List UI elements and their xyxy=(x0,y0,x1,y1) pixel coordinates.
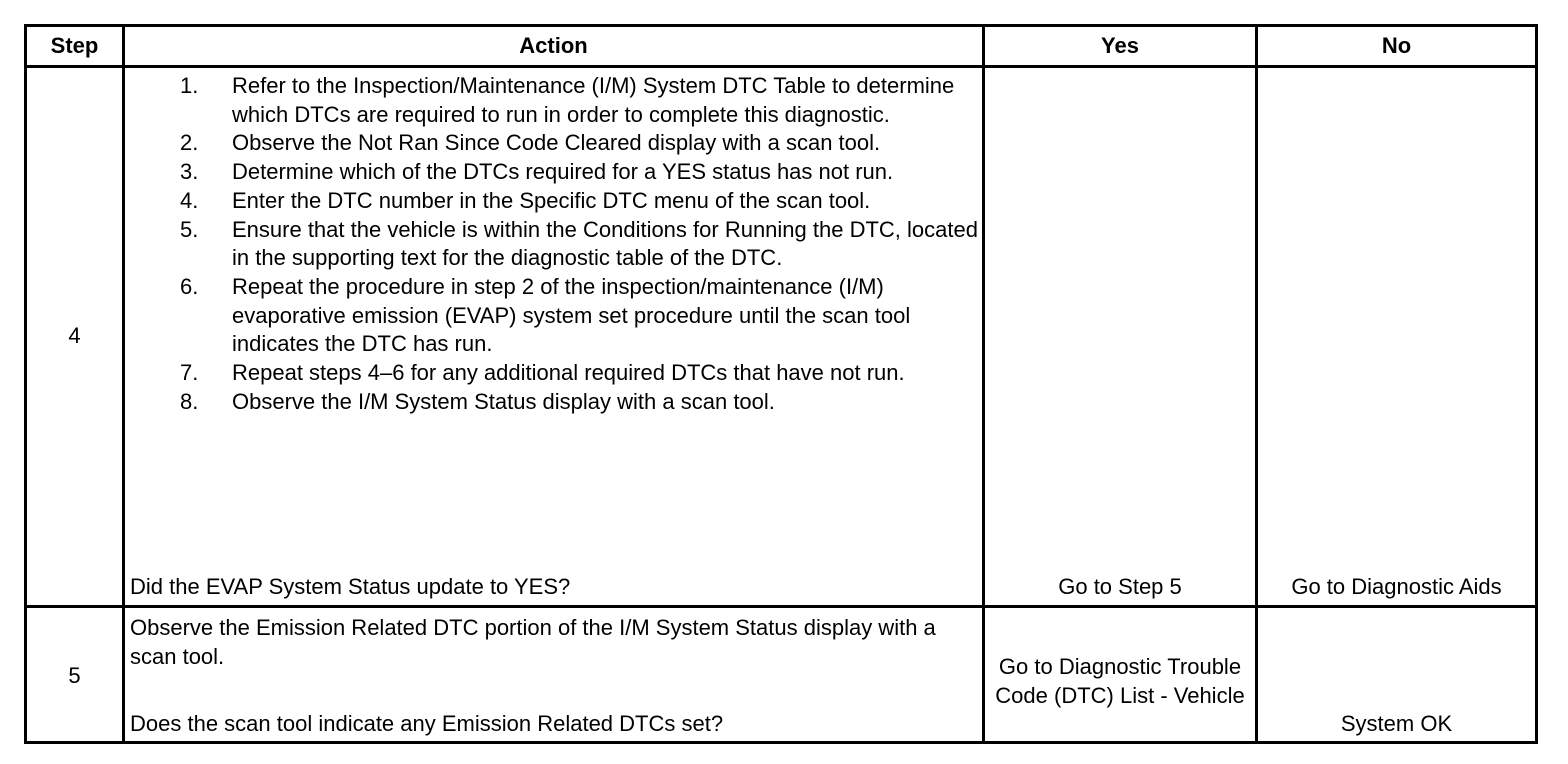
yes-result: Go to Diagnostic Trouble Code (DTC) List - Vehicle xyxy=(995,654,1245,708)
item-text: Determine which of the DTCs required for a YES status has not run. xyxy=(232,159,894,185)
list-item xyxy=(130,359,980,388)
header-step: Step xyxy=(50,33,99,58)
no-result: Go to Diagnostic Aids xyxy=(1291,574,1502,599)
action-step-list xyxy=(130,72,980,416)
step-number: 5 xyxy=(68,663,81,688)
list-item xyxy=(130,187,980,216)
no-result: System OK xyxy=(1340,711,1453,736)
list-item xyxy=(130,129,980,158)
list-item xyxy=(130,388,980,417)
diagnostic-table xyxy=(24,24,1538,744)
row-divider xyxy=(27,65,1535,68)
item-number: 8. xyxy=(180,388,199,414)
column-divider xyxy=(982,27,985,741)
header-yes: Yes xyxy=(1101,33,1139,58)
action-question: Does the scan tool indicate any Emission Related DTCs set? xyxy=(130,711,724,736)
list-item xyxy=(130,216,980,273)
yes-result: Go to Step 5 xyxy=(1058,574,1182,599)
item-number: 5. xyxy=(180,216,199,242)
action-text: Observe the Emission Related DTC portion of the I/M System Status display with a scan tool. xyxy=(130,615,936,669)
item-text: Enter the DTC number in the Specific DTC menu of the scan tool. xyxy=(232,187,871,213)
list-item xyxy=(130,158,980,187)
action-question: Did the EVAP System Status update to YES? xyxy=(130,574,571,599)
item-text: Repeat steps 4–6 for any additional required DTCs that have not run. xyxy=(232,360,905,386)
item-text: Repeat the procedure in step 2 of the inspection/maintenance (I/M) evaporative emission (EVAP) system set procedure until the scan tool indicates the DTC has run. xyxy=(232,273,911,357)
item-number: 2. xyxy=(180,130,199,156)
item-text: Ensure that the vehicle is within the Conditions for Running the DTC, located in the supporting text for the diagnostic table of the DTC. xyxy=(232,216,978,271)
item-text: Observe the Not Ran Since Code Cleared display with a scan tool. xyxy=(232,130,881,156)
header-action: Action xyxy=(519,33,588,58)
column-divider xyxy=(1255,27,1258,741)
item-number: 7. xyxy=(180,360,199,386)
step-number: 4 xyxy=(68,323,81,348)
row-divider xyxy=(27,605,1535,608)
header-no: No xyxy=(1381,33,1412,58)
column-divider xyxy=(122,27,125,741)
item-number: 1. xyxy=(180,73,199,98)
item-text: Refer to the Inspection/Maintenance (I/M) System DTC Table to determine which DTCs are required to run in order to complete this diagnostic. xyxy=(232,73,955,127)
item-text: Observe the I/M System Status display with a scan tool. xyxy=(232,388,775,414)
action-steps xyxy=(130,72,980,416)
item-number: 6. xyxy=(180,273,199,299)
list-item xyxy=(130,72,980,129)
item-number: 4. xyxy=(180,187,199,213)
list-item xyxy=(130,273,980,359)
item-number: 3. xyxy=(180,159,199,185)
